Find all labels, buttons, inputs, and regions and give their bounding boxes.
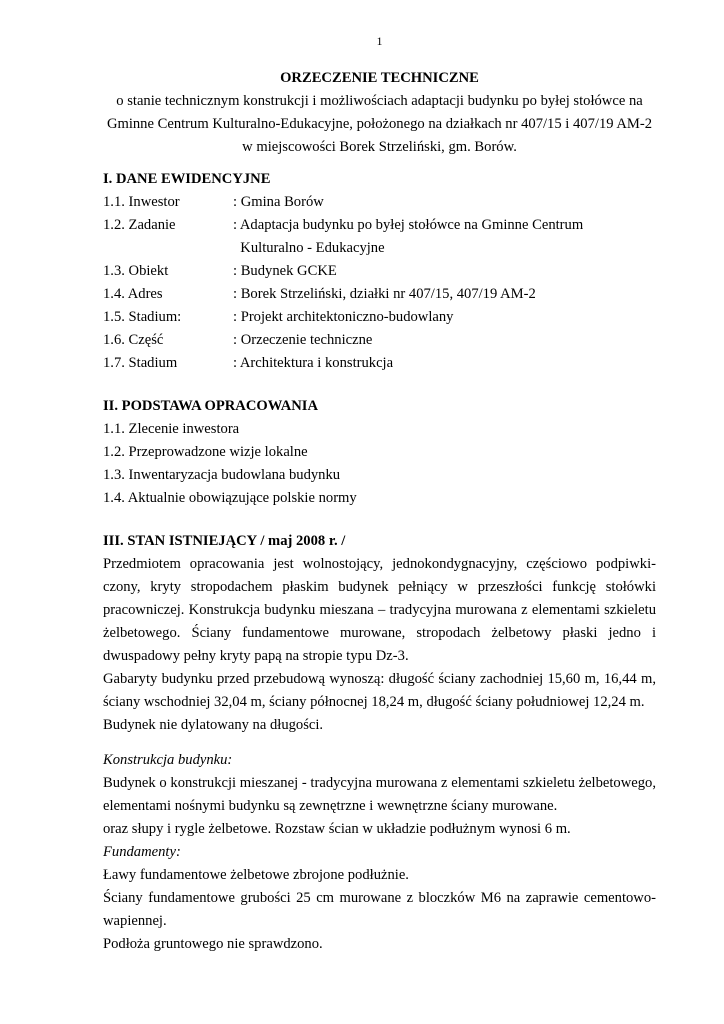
section-podstawa-opracowania bbox=[103, 395, 656, 510]
subtitle-line: o stanie technicznym konstrukcji i możliwościach adaptacji budynku po byłej stołówce na bbox=[116, 93, 643, 109]
subtitle-line: Gminne Centrum Kulturalno-Edukacyjne, położonego na działkach nr 407/15 i 407/19 AM-2 bbox=[106, 116, 653, 132]
data-row bbox=[103, 237, 656, 260]
row-value: : Orzeczenie techniczne bbox=[233, 332, 373, 348]
row-key: 1.3. Obiekt bbox=[103, 263, 169, 279]
section-dane-ewidencyjne bbox=[103, 168, 656, 375]
data-row bbox=[103, 352, 656, 375]
paragraph: Budynek o konstrukcji mieszanej - tradycyjna murowana z elementami szkieletu żelbetowego, elementami nośnymi budynku są zewnętrzne i wewnętrzne ściany murowane. bbox=[103, 775, 656, 814]
data-row bbox=[103, 260, 656, 283]
row-value: : Borek Strzeliński, działki nr 407/15, 407/19 AM-2 bbox=[233, 286, 536, 302]
row-value: : Projekt architektoniczno-budowlany bbox=[233, 309, 454, 325]
paragraph: Gabaryty budynku przed przebudową wynoszą: długość ściany zachodniej 15,60 m, 16,44 m, ściany wschodniej 32,04 m, ściany północnej 18,24 m, długość ściany południowej 12,24 m. bbox=[103, 671, 656, 710]
row-key bbox=[103, 237, 233, 260]
data-row bbox=[103, 191, 656, 214]
section-heading: I. DANE EWIDENCYJNE bbox=[103, 171, 271, 187]
title-block bbox=[93, 67, 666, 159]
row-key: 1.6. Część bbox=[103, 332, 164, 348]
row-value: : Gmina Borów bbox=[233, 194, 324, 210]
paragraph: Przedmiotem opracowania jest wolnostojący, jednokondygnacyjny, częściowo podpiwki-czony, kryty stropodachem płaskim budynek pełniący w przeszłości funkcję stołówki pracowniczej. Konstrukcja budynku mieszana – tradycyjna murowana z elementami szkieletu żelbetowego. Ściany fundamentowe murowane, stropodach żelbetowy płaski jedno i dwuspadowy pełny kryty papą na stropie typu Dz-3. bbox=[103, 556, 656, 664]
subsection-heading: Konstrukcja budynku: bbox=[103, 752, 233, 768]
section-stan-istniejacy bbox=[103, 530, 656, 956]
data-row bbox=[103, 214, 656, 237]
list-item: 1.4. Aktualnie obowiązujące polskie normy bbox=[103, 490, 357, 506]
data-row bbox=[103, 283, 656, 306]
row-value: : Budynek GCKE bbox=[233, 263, 337, 279]
section-heading: III. STAN ISTNIEJĄCY / maj 2008 r. / bbox=[103, 533, 346, 549]
list-item: 1.2. Przeprowadzone wizje lokalne bbox=[103, 444, 308, 460]
page-number: 1 bbox=[376, 34, 383, 48]
data-row bbox=[103, 306, 656, 329]
paragraph: Budynek nie dylatowany na długości. bbox=[103, 717, 324, 733]
row-value: : Architektura i konstrukcja bbox=[233, 355, 394, 371]
paragraph: Ściany fundamentowe grubości 25 cm murowane z bloczków M6 na zaprawie cementowo-wapiennej. bbox=[103, 890, 656, 929]
paragraph: oraz słupy i rygle żelbetowe. Rozstaw ścian w układzie podłużnym wynosi 6 m. bbox=[103, 821, 571, 837]
section-heading: II. PODSTAWA OPRACOWANIA bbox=[103, 398, 319, 414]
row-value: : Adaptacja budynku po byłej stołówce na Gminne Centrum bbox=[233, 217, 584, 233]
row-key: 1.4. Adres bbox=[103, 286, 163, 302]
subsection-heading: Fundamenty: bbox=[103, 844, 181, 860]
row-key: 1.1. Inwestor bbox=[103, 194, 180, 210]
data-row bbox=[103, 329, 656, 352]
paragraph: Podłoża gruntowego nie sprawdzono. bbox=[103, 936, 323, 952]
row-key: 1.2. Zadanie bbox=[103, 217, 176, 233]
subtitle-line: w miejscowości Borek Strzeliński, gm. Borów. bbox=[242, 139, 517, 155]
list-item: 1.3. Inwentaryzacja budowlana budynku bbox=[103, 467, 341, 483]
list-item: 1.1. Zlecenie inwestora bbox=[103, 421, 240, 437]
row-value: Kulturalno - Edukacyjne bbox=[233, 240, 385, 256]
row-key: 1.5. Stadium: bbox=[103, 309, 182, 325]
document-title: ORZECZENIE TECHNICZNE bbox=[280, 70, 479, 86]
paragraph: Ławy fundamentowe żelbetowe zbrojone podłużnie. bbox=[103, 867, 409, 883]
row-key: 1.7. Stadium bbox=[103, 355, 178, 371]
